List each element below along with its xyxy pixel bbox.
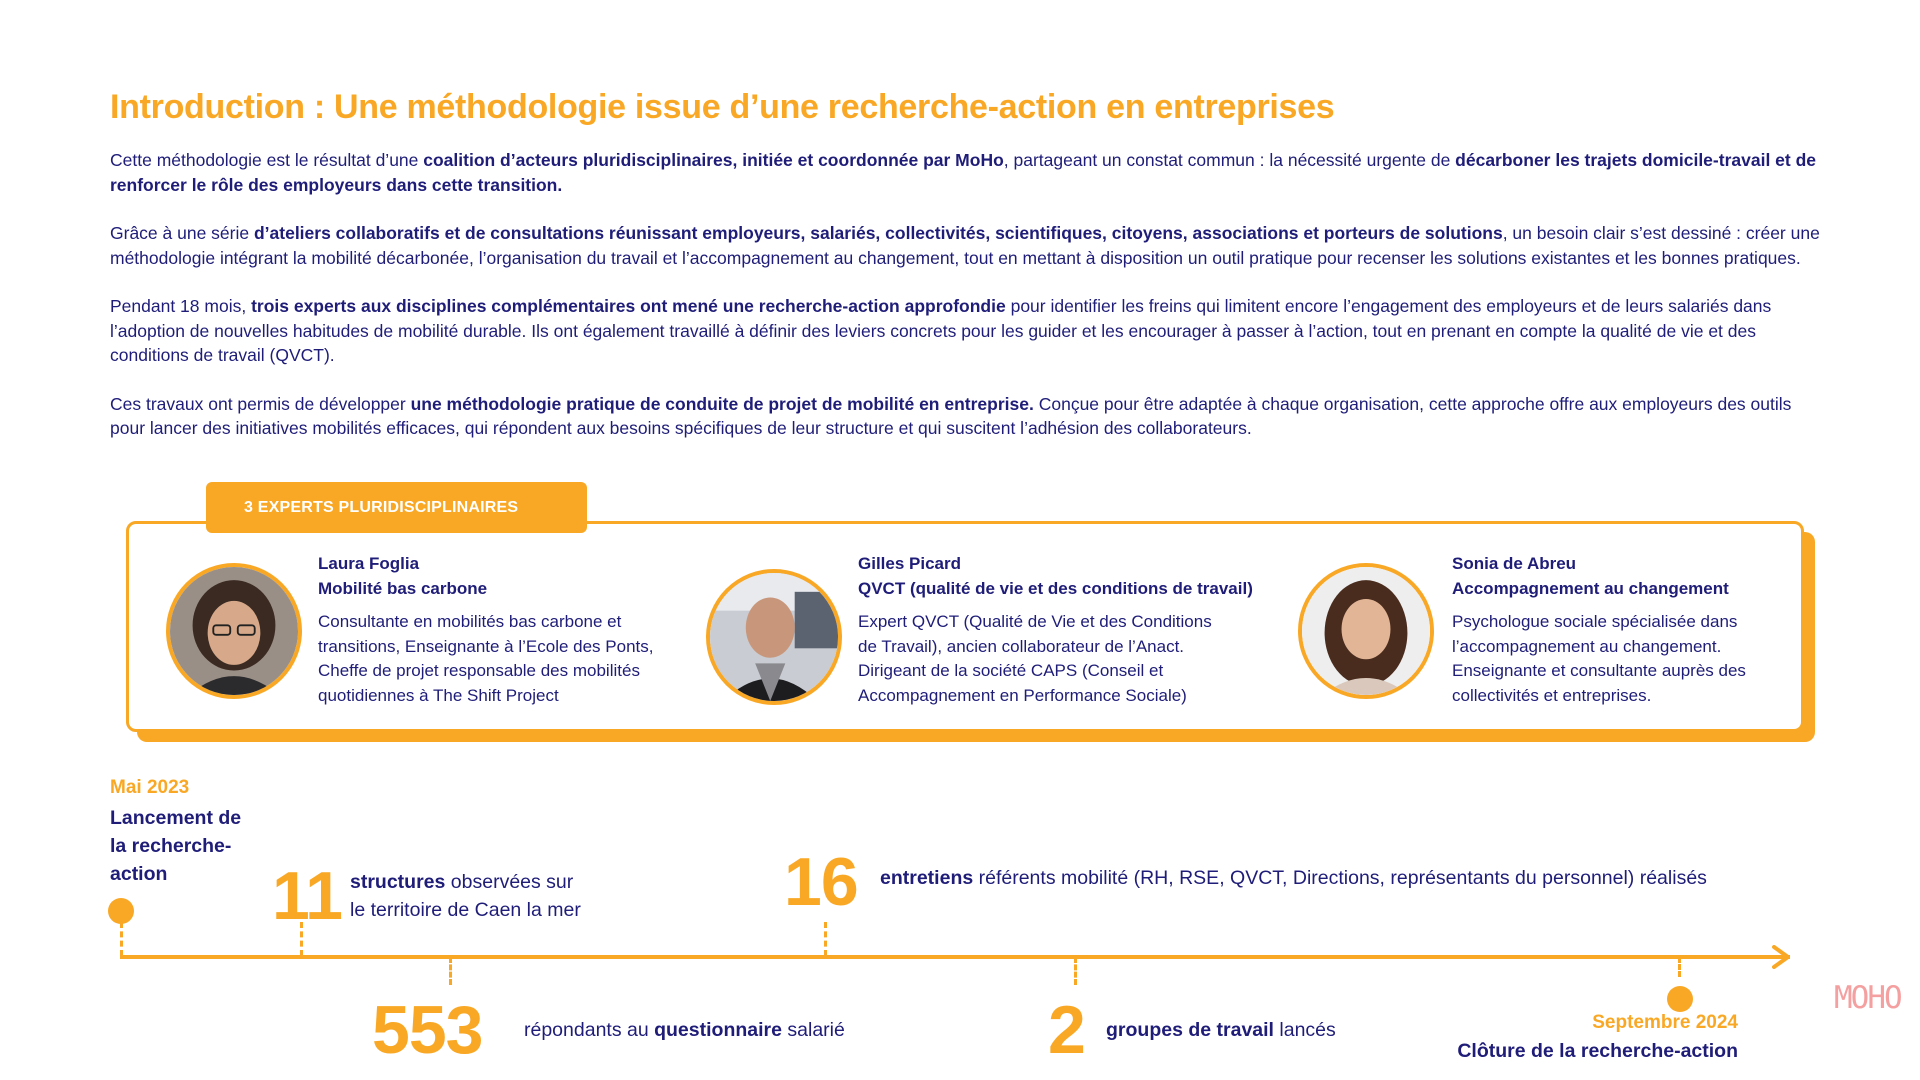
intro-paragraph-1: Cette méthodologie est le résultat d’une coalition d’acteurs pluridisciplinaires, initiée et coordonnée par MoHo, partageant un constat commun : la nécessité urgente de décarboner les trajets domicile-travail et de renforcer le rôle des employeurs dans cette transition. xyxy=(110,150,1817,195)
timeline-tick xyxy=(1678,957,1681,977)
timeline-end-label: Clôture de la recherche-action xyxy=(1457,1040,1738,1062)
stat-text-entretiens: entretiens référents mobilité (RH, RSE, QVCT, Directions, représentants du personnel) réalisés xyxy=(880,867,1707,889)
expert-description: Psychologue sociale spécialisée dans l’accompagnement au changement. Enseignante et consultante auprès des collectivités et entreprises. xyxy=(1452,612,1746,705)
stat-number-entretiens: 16 xyxy=(784,844,858,920)
expert-name: Gilles Picard xyxy=(858,554,961,573)
stat-number-repondants: 553 xyxy=(372,992,483,1068)
timeline-axis xyxy=(120,955,1790,959)
experts-tab: 3 EXPERTS PLURIDISCIPLINAIRES xyxy=(206,482,587,533)
timeline-start-date: Mai 2023 xyxy=(110,777,190,798)
expert-laura xyxy=(318,551,698,708)
expert-name: Laura Foglia xyxy=(318,554,420,573)
expert-avatar-sonia xyxy=(1298,563,1434,699)
timeline-arrow-icon xyxy=(1772,945,1792,969)
expert-name: Sonia de Abreu xyxy=(1452,554,1577,573)
stat-text-repondants: répondants au questionnaire salarié xyxy=(524,1019,845,1041)
stat-text-structures: structures observées sur le territoire de Caen la mer xyxy=(350,871,581,921)
portrait-sonia-icon xyxy=(1302,567,1430,695)
expert-avatar-laura xyxy=(166,563,302,699)
expert-description: Consultante en mobilités bas carbone et transitions, Enseignante à l’Ecole des Ponts, Cheffe de projet responsable des mobilités quotidiennes à The Shift Project xyxy=(318,612,654,705)
intro-paragraph-2: Grâce à une série d’ateliers collaboratifs et de consultations réunissant employeurs, salariés, collectivités, scientifiques, citoyens, associations et porteurs de solutions, un besoin clair s’est dessiné : créer une méthodologie intégrant la mobilité décarbonée, l’organisation du travail et l’accompagnement au changement, tout en mettant à disposition un outil pratique pour recenser les solutions existantes et les bonnes pratiques. xyxy=(110,223,1820,268)
timeline-tick xyxy=(449,957,452,985)
expert-role: QVCT (qualité de vie et des conditions de travail) xyxy=(858,579,1253,598)
timeline-tick xyxy=(120,922,123,956)
moho-logo: MOHO xyxy=(1834,980,1901,1016)
expert-sonia xyxy=(1452,551,1812,708)
page-title: Introduction : Une méthodologie issue d’une recherche-action en entreprises xyxy=(110,88,1335,126)
intro-paragraph-4: Ces travaux ont permis de développer une méthodologie pratique de conduite de projet de mobilité en entreprise. Conçue pour être adaptée à chaque organisation, cette approche offre aux employeurs des outils pour lancer des initiatives mobilités efficaces, qui répondent aux besoins spécifiques de leur structure et qui suscitent l’adhésion des collaborateurs. xyxy=(110,393,1792,438)
intro-text xyxy=(110,148,1830,465)
timeline-tick xyxy=(1074,957,1077,985)
portrait-laura-icon xyxy=(170,567,298,695)
expert-gilles xyxy=(858,551,1298,708)
stat-text-groupes: groupes de travail lancés xyxy=(1106,1019,1336,1041)
timeline-start-label: Lancement de la recherche- action xyxy=(110,807,242,885)
timeline-start-dot xyxy=(108,898,134,924)
stat-number-structures: 11 xyxy=(272,858,342,934)
expert-role: Accompagnement au changement xyxy=(1452,579,1729,598)
stat-number-groupes: 2 xyxy=(1048,992,1085,1068)
timeline-end-dot xyxy=(1667,986,1693,1012)
expert-description: Expert QVCT (Qualité de Vie et des Conditions de Travail), ancien collaborateur de l’Anact. Dirigeant de la société CAPS (Conseil et Accompagnement en Performance Sociale) xyxy=(858,612,1212,705)
intro-paragraph-3: Pendant 18 mois, trois experts aux disciplines complémentaires ont mené une recherche-action approfondie pour identifier les freins qui limitent encore l’engagement des employeurs et de leurs salariés dans l’adoption de nouvelles habitudes de mobilité durable. Ils ont également travaillé à définir des leviers concrets pour les guider et les encourager à passer à l’action, tout en prenant en compte la qualité de vie et des conditions de travail (QVCT). xyxy=(110,296,1772,365)
portrait-gilles-icon xyxy=(710,573,838,701)
timeline-tick xyxy=(824,922,827,956)
timeline-end-date: Septembre 2024 xyxy=(1592,1012,1738,1033)
expert-role: Mobilité bas carbone xyxy=(318,579,488,598)
expert-avatar-gilles xyxy=(706,569,842,705)
